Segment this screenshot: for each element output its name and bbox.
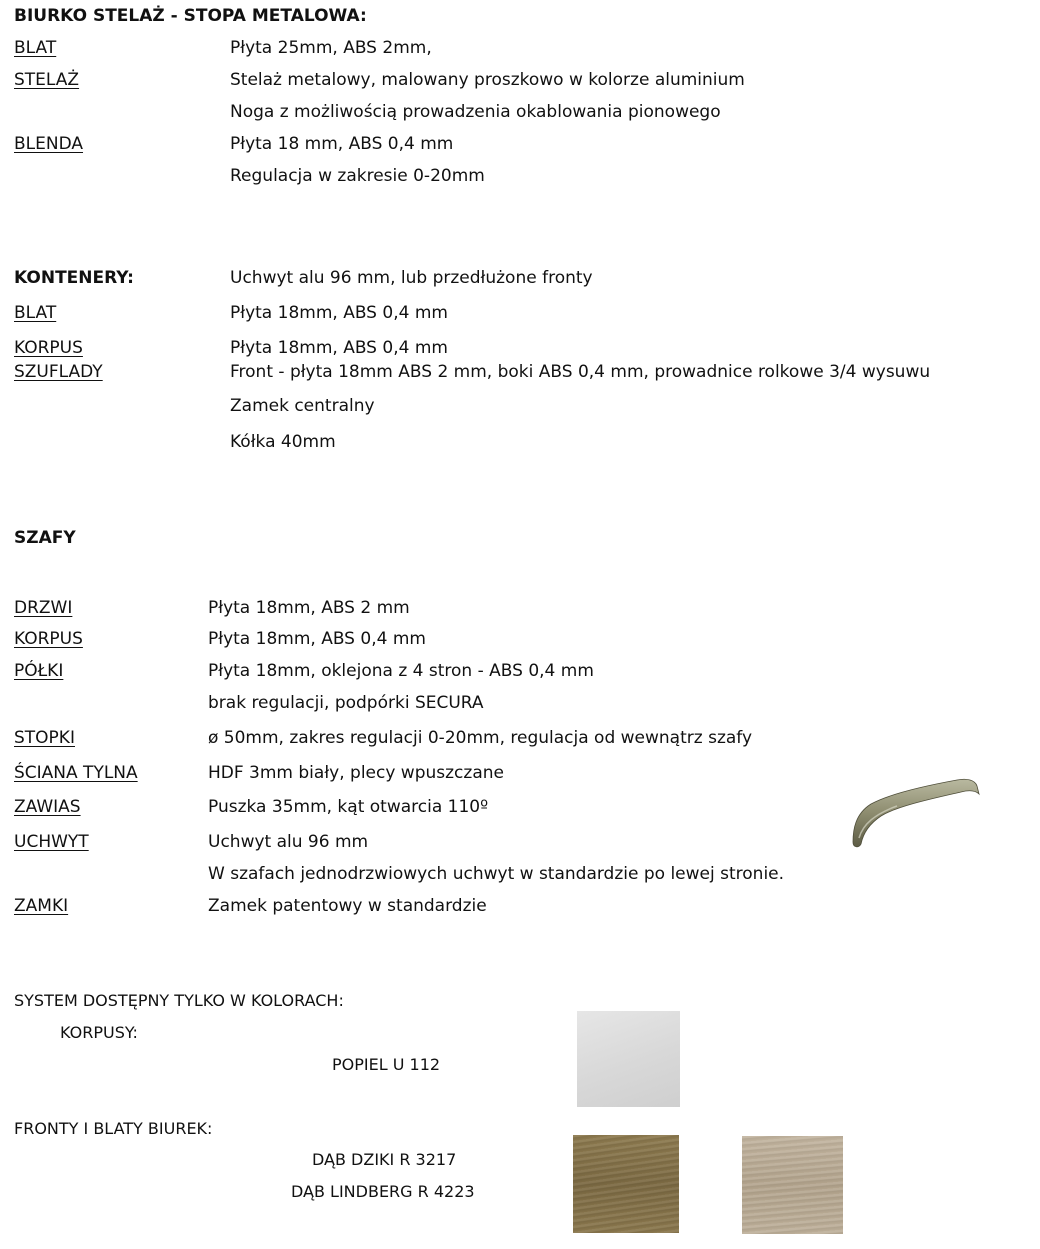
desk-value-blenda-2: Regulacja w zakresie 0-20mm bbox=[230, 166, 485, 186]
desk-label-blat: BLAT bbox=[14, 38, 57, 58]
wardrobes-label-sciana-tylna: ŚCIANA TYLNA bbox=[14, 763, 138, 783]
swatch-name-popiel: POPIEL U 112 bbox=[332, 1055, 441, 1074]
desk-label-stelaz: STELAŻ bbox=[14, 70, 80, 90]
wardrobes-value-polki-2: brak regulacji, podpórki SECURA bbox=[208, 693, 484, 713]
desk-section-heading: BIURKO STELAŻ - STOPA METALOWA: bbox=[14, 6, 367, 26]
wardrobes-value-uchwyt-1: Uchwyt alu 96 mm bbox=[208, 832, 369, 852]
wardrobes-label-uchwyt: UCHWYT bbox=[14, 832, 89, 852]
containers-value-szuflady-3: Kółka 40mm bbox=[230, 432, 336, 452]
colors-heading: SYSTEM DOSTĘPNY TYLKO W KOLORACH: bbox=[14, 991, 344, 1010]
containers-value-blat: Płyta 18mm, ABS 0,4 mm bbox=[230, 303, 448, 323]
containers-value-korpus: Płyta 18mm, ABS 0,4 mm bbox=[230, 338, 448, 358]
swatch-name-dab-dziki: DĄB DZIKI R 3217 bbox=[312, 1150, 457, 1169]
swatch-popiel bbox=[577, 1011, 680, 1107]
swatch-dab-lindberg bbox=[742, 1136, 843, 1234]
desk-value-blat: Płyta 25mm, ABS 2mm, bbox=[230, 38, 432, 58]
wardrobes-value-korpus: Płyta 18mm, ABS 0,4 mm bbox=[208, 629, 426, 649]
wardrobes-value-polki-1: Płyta 18mm, oklejona z 4 stron - ABS 0,4 mm bbox=[208, 661, 594, 681]
containers-value-szuflady-2: Zamek centralny bbox=[230, 396, 375, 416]
desk-value-stelaz-1: Stelaż metalowy, malowany proszkowo w kolorze aluminium bbox=[230, 70, 745, 90]
wardrobes-value-zamki: Zamek patentowy w standardzie bbox=[208, 896, 487, 916]
wardrobes-value-uchwyt-2: W szafach jednodrzwiowych uchwyt w standardzie po lewej stronie. bbox=[208, 864, 785, 884]
wardrobes-label-polki: PÓŁKI bbox=[14, 661, 64, 681]
wardrobes-label-zamki: ZAMKI bbox=[14, 896, 69, 916]
desk-value-blenda-1: Płyta 18 mm, ABS 0,4 mm bbox=[230, 134, 454, 154]
containers-label-szuflady: SZUFLADY bbox=[14, 362, 103, 382]
wardrobes-section-heading: SZAFY bbox=[14, 528, 76, 548]
wardrobes-label-korpus: KORPUS bbox=[14, 629, 83, 649]
swatch-dab-dziki bbox=[573, 1135, 679, 1233]
wardrobes-value-zawias: Puszka 35mm, kąt otwarcia 110º bbox=[208, 797, 489, 817]
wardrobes-label-zawias: ZAWIAS bbox=[14, 797, 81, 817]
handle-icon bbox=[845, 770, 983, 852]
desk-value-stelaz-2: Noga z możliwością prowadzenia okablowania pionowego bbox=[230, 102, 721, 122]
containers-label-korpus: KORPUS bbox=[14, 338, 83, 358]
desk-label-blenda: BLENDA bbox=[14, 134, 84, 154]
fronts-label: FRONTY I BLATY BIUREK: bbox=[14, 1119, 213, 1138]
swatch-name-dab-lindberg: DĄB LINDBERG R 4223 bbox=[291, 1182, 475, 1201]
wardrobes-value-sciana-tylna: HDF 3mm biały, plecy wpuszczane bbox=[208, 763, 504, 783]
containers-label-blat: BLAT bbox=[14, 303, 57, 323]
bodies-label: KORPUSY: bbox=[60, 1023, 138, 1042]
wardrobes-value-stopki: ø 50mm, zakres regulacji 0-20mm, regulacja od wewnątrz szafy bbox=[208, 728, 753, 748]
wardrobes-label-stopki: STOPKI bbox=[14, 728, 75, 748]
containers-heading-note: Uchwyt alu 96 mm, lub przedłużone fronty bbox=[230, 268, 593, 288]
wardrobes-label-drzwi: DRZWI bbox=[14, 598, 73, 618]
containers-value-szuflady-1: Front - płyta 18mm ABS 2 mm, boki ABS 0,4 mm, prowadnice rolkowe 3/4 wysuwu bbox=[230, 362, 931, 382]
containers-section-heading: KONTENERY: bbox=[14, 268, 134, 288]
wardrobes-value-drzwi: Płyta 18mm, ABS 2 mm bbox=[208, 598, 410, 618]
